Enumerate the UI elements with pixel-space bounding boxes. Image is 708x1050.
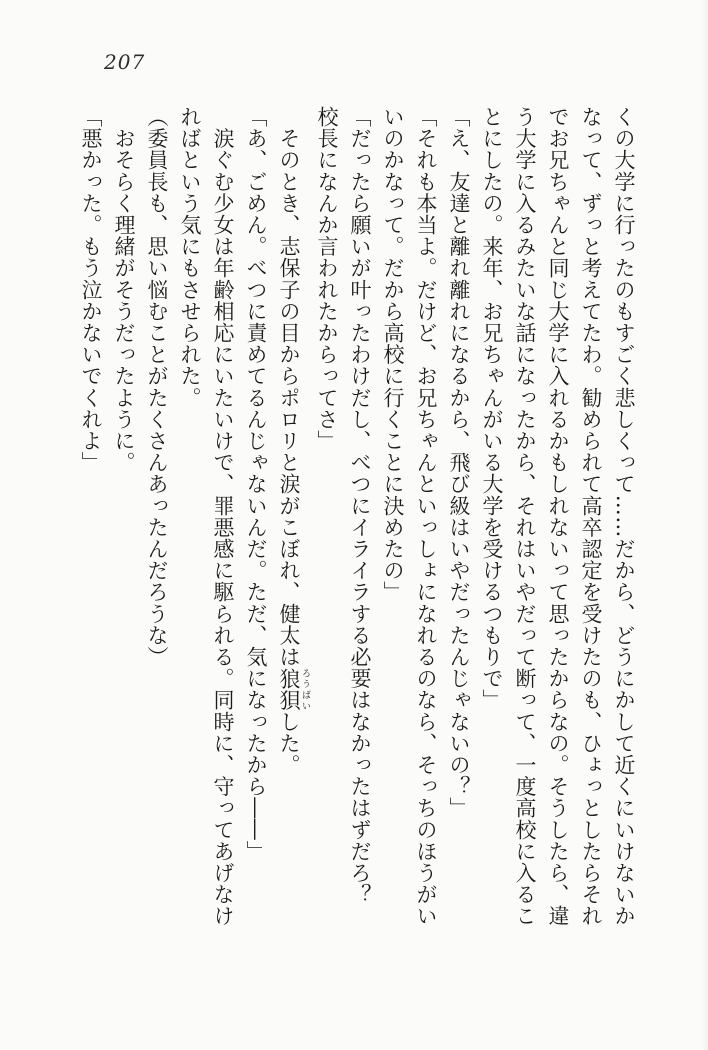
text-line: 「え、友達と離れ離れになるから、飛び級はいやだったんじゃないの？」 bbox=[447, 106, 471, 819]
ruby-annotation bbox=[277, 667, 310, 711]
text-line: 涙ぐむ少女は年齢相応にいたいけで、罪悪感に駆られる。同時に、守ってあげなけ bbox=[211, 106, 235, 927]
text-line: なって、ずっと考えてたわ。勧められて高卒認定を受けたのも、ひょっとしたらそれ bbox=[579, 106, 603, 927]
text-line: 「それも本当よ。だけど、お兄ちゃんといっしょになれるのなら、そっちのほうがい bbox=[414, 106, 438, 927]
text-line: とにしたの。来年、お兄ちゃんがいる大学を受けるつもりで」 bbox=[480, 106, 504, 711]
text-line: 「あ、ごめん。べつに責めてるんじゃないんだ。ただ、気になったから――」 bbox=[244, 106, 268, 862]
text-line: （委員長も、思い悩むことがたくさんあったんだろうな） bbox=[145, 106, 169, 668]
text-line: でお兄ちゃんと同じ大学に入れるかもしれないって思ったからなの。そうしたら、違 bbox=[546, 106, 570, 927]
vertical-text-block bbox=[74, 106, 640, 944]
text-line: いのかなって。だから高校に行くことに決めたの」 bbox=[381, 106, 405, 603]
text-segment: した。 bbox=[277, 710, 301, 776]
text-line: くの大学に行ったのもすごく悲しくって……だから、どうにかして近くにいけないか bbox=[612, 106, 636, 927]
text-line: う大学に入るみたいな話になったから、それはいやだって断って、一度高校に入るこ bbox=[513, 106, 537, 927]
text-line: 「だったら願いが叶ったわけだし、べつにイライラする必要はなかったはずだろ？ bbox=[348, 106, 372, 906]
text-segment: そのとき、志保子の目からポロリと涙がこぼれ、健太は bbox=[277, 106, 301, 668]
ruby-text: ろうばい bbox=[300, 667, 310, 711]
text-line: 「悪かった。もう泣かないでくれよ」 bbox=[79, 106, 103, 474]
text-line: 校長になんか言われたからってさ」 bbox=[315, 106, 339, 452]
page-number: 207 bbox=[104, 50, 146, 74]
ruby-base: 狼狽 bbox=[277, 667, 301, 711]
text-line bbox=[272, 106, 310, 944]
text-line: ればという気にもさせられた。 bbox=[178, 106, 202, 409]
text-line: おそらく理緒がそうだったように。 bbox=[112, 106, 136, 474]
